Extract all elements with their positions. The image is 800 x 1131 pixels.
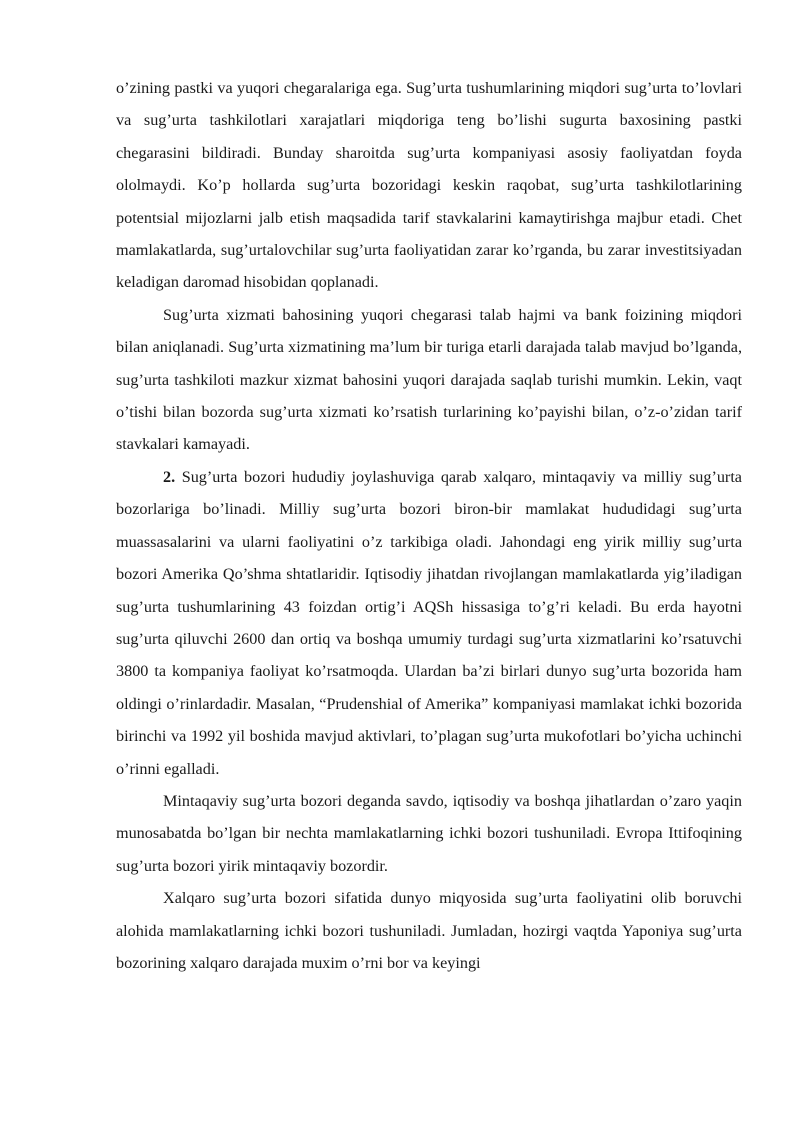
list-number: 2. (163, 467, 176, 486)
paragraph-4: Mintaqaviy sug’urta bozori deganda savdo, iqtisodiy va boshqa jihatlardan o’zaro yaqin munosabatda bo’lgan bir nechta mamlakatlarning ichki bozori tushuniladi. Evropa Ittifoqining sug’urta bozori yirik mintaqaviy bozordir. (116, 791, 742, 875)
paragraph-3 (116, 461, 742, 785)
paragraph-2: Sug’urta xizmati bahosining yuqori chegarasi talab hajmi va bank foizining miqdori bilan aniqlanadi. Sug’urta xizmatining ma’lum bir turiga etarli darajada talab mavjud bo’lganda, sug’urta tashkiloti mazkur xizmat bahosini yuqori darajada saqlab turishi mumkin. Lekin, vaqt o’tishi bilan bozorda sug’urta xizmati ko’rsatish turlarining ko’payishi bilan, o’z-o’zidan tarif stavkalari kamayadi. (116, 305, 742, 454)
paragraph-3-text: Sug’urta bozori hududiy joylashuviga qarab xalqaro, mintaqaviy va milliy sug’urta bozorlariga bo’linadi. Milliy sug’urta bozori biron-bir mamlakat hududidagi sug’urta muassasalarini va ularni faoliyatini o’z tarkibiga oladi. Jahondagi eng yirik milliy sug’urta bozori Amerika Qo’shma shtatlaridir. Iqtisodiy jihatdan rivojlangan mamlakatlarda yig’iladigan sug’urta tushumlarining 43 foizdan ortig’i AQSh hissasiga to’g’ri keladi. Bu erda hayotni sug’urta qiluvchi 2600 dan ortiq va boshqa umumiy turdagi sug’urta xizmatlarini ko’rsatuvchi 3800 ta kompaniya faoliyat ko’rsatmoqda. Ulardan ba’zi birlari dunyo sug’urta bozorida ham oldingi o’rinlardadir. Masalan, “Prudenshial of Amerika” kompaniyasi mamlakat ichki bozorida birinchi va 1992 yil boshida mavjud aktivlari, to’plagan sug’urta mukofotlari bo’yicha uchinchi o’rinni egalladi. (116, 467, 742, 778)
paragraph-5: Xalqaro sug’urta bozori sifatida dunyo miqyosida sug’urta faoliyatini olib boruvchi alohida mamlakatlarning ichki bozori tushuniladi. Jumladan, hozirgi vaqtda Yaponiya sug’urta bozorining xalqaro darajada muxim o’rni bor va keyingi (116, 889, 742, 972)
paragraph-1: o’zining pastki va yuqori chegaralariga ega. Sug’urta tushumlarining miqdori sug’urta to’lovlari va sug’urta tashkilotlari xarajatlari miqdoriga teng bo’lishi sugurta baxosining pastki chegarasini bildiradi. Bunday sharoitda sug’urta kompaniyasi asosiy faoliyatdan foyda ololmaydi. Ko’p hollarda sug’urta bozoridagi keskin raqobat, sug’urta tashkilotlarining potentsial mijozlarni jalb etish maqsadida tarif stavkalarini kamaytirishga majbur etadi. Chet mamlakatlarda, sug’urtalovchilar sug’urta faoliyatidan zarar ko’rganda, bu zarar investitsiyadan keladigan daromad hisobidan qoplanadi. (116, 79, 742, 292)
document-page (116, 72, 742, 979)
